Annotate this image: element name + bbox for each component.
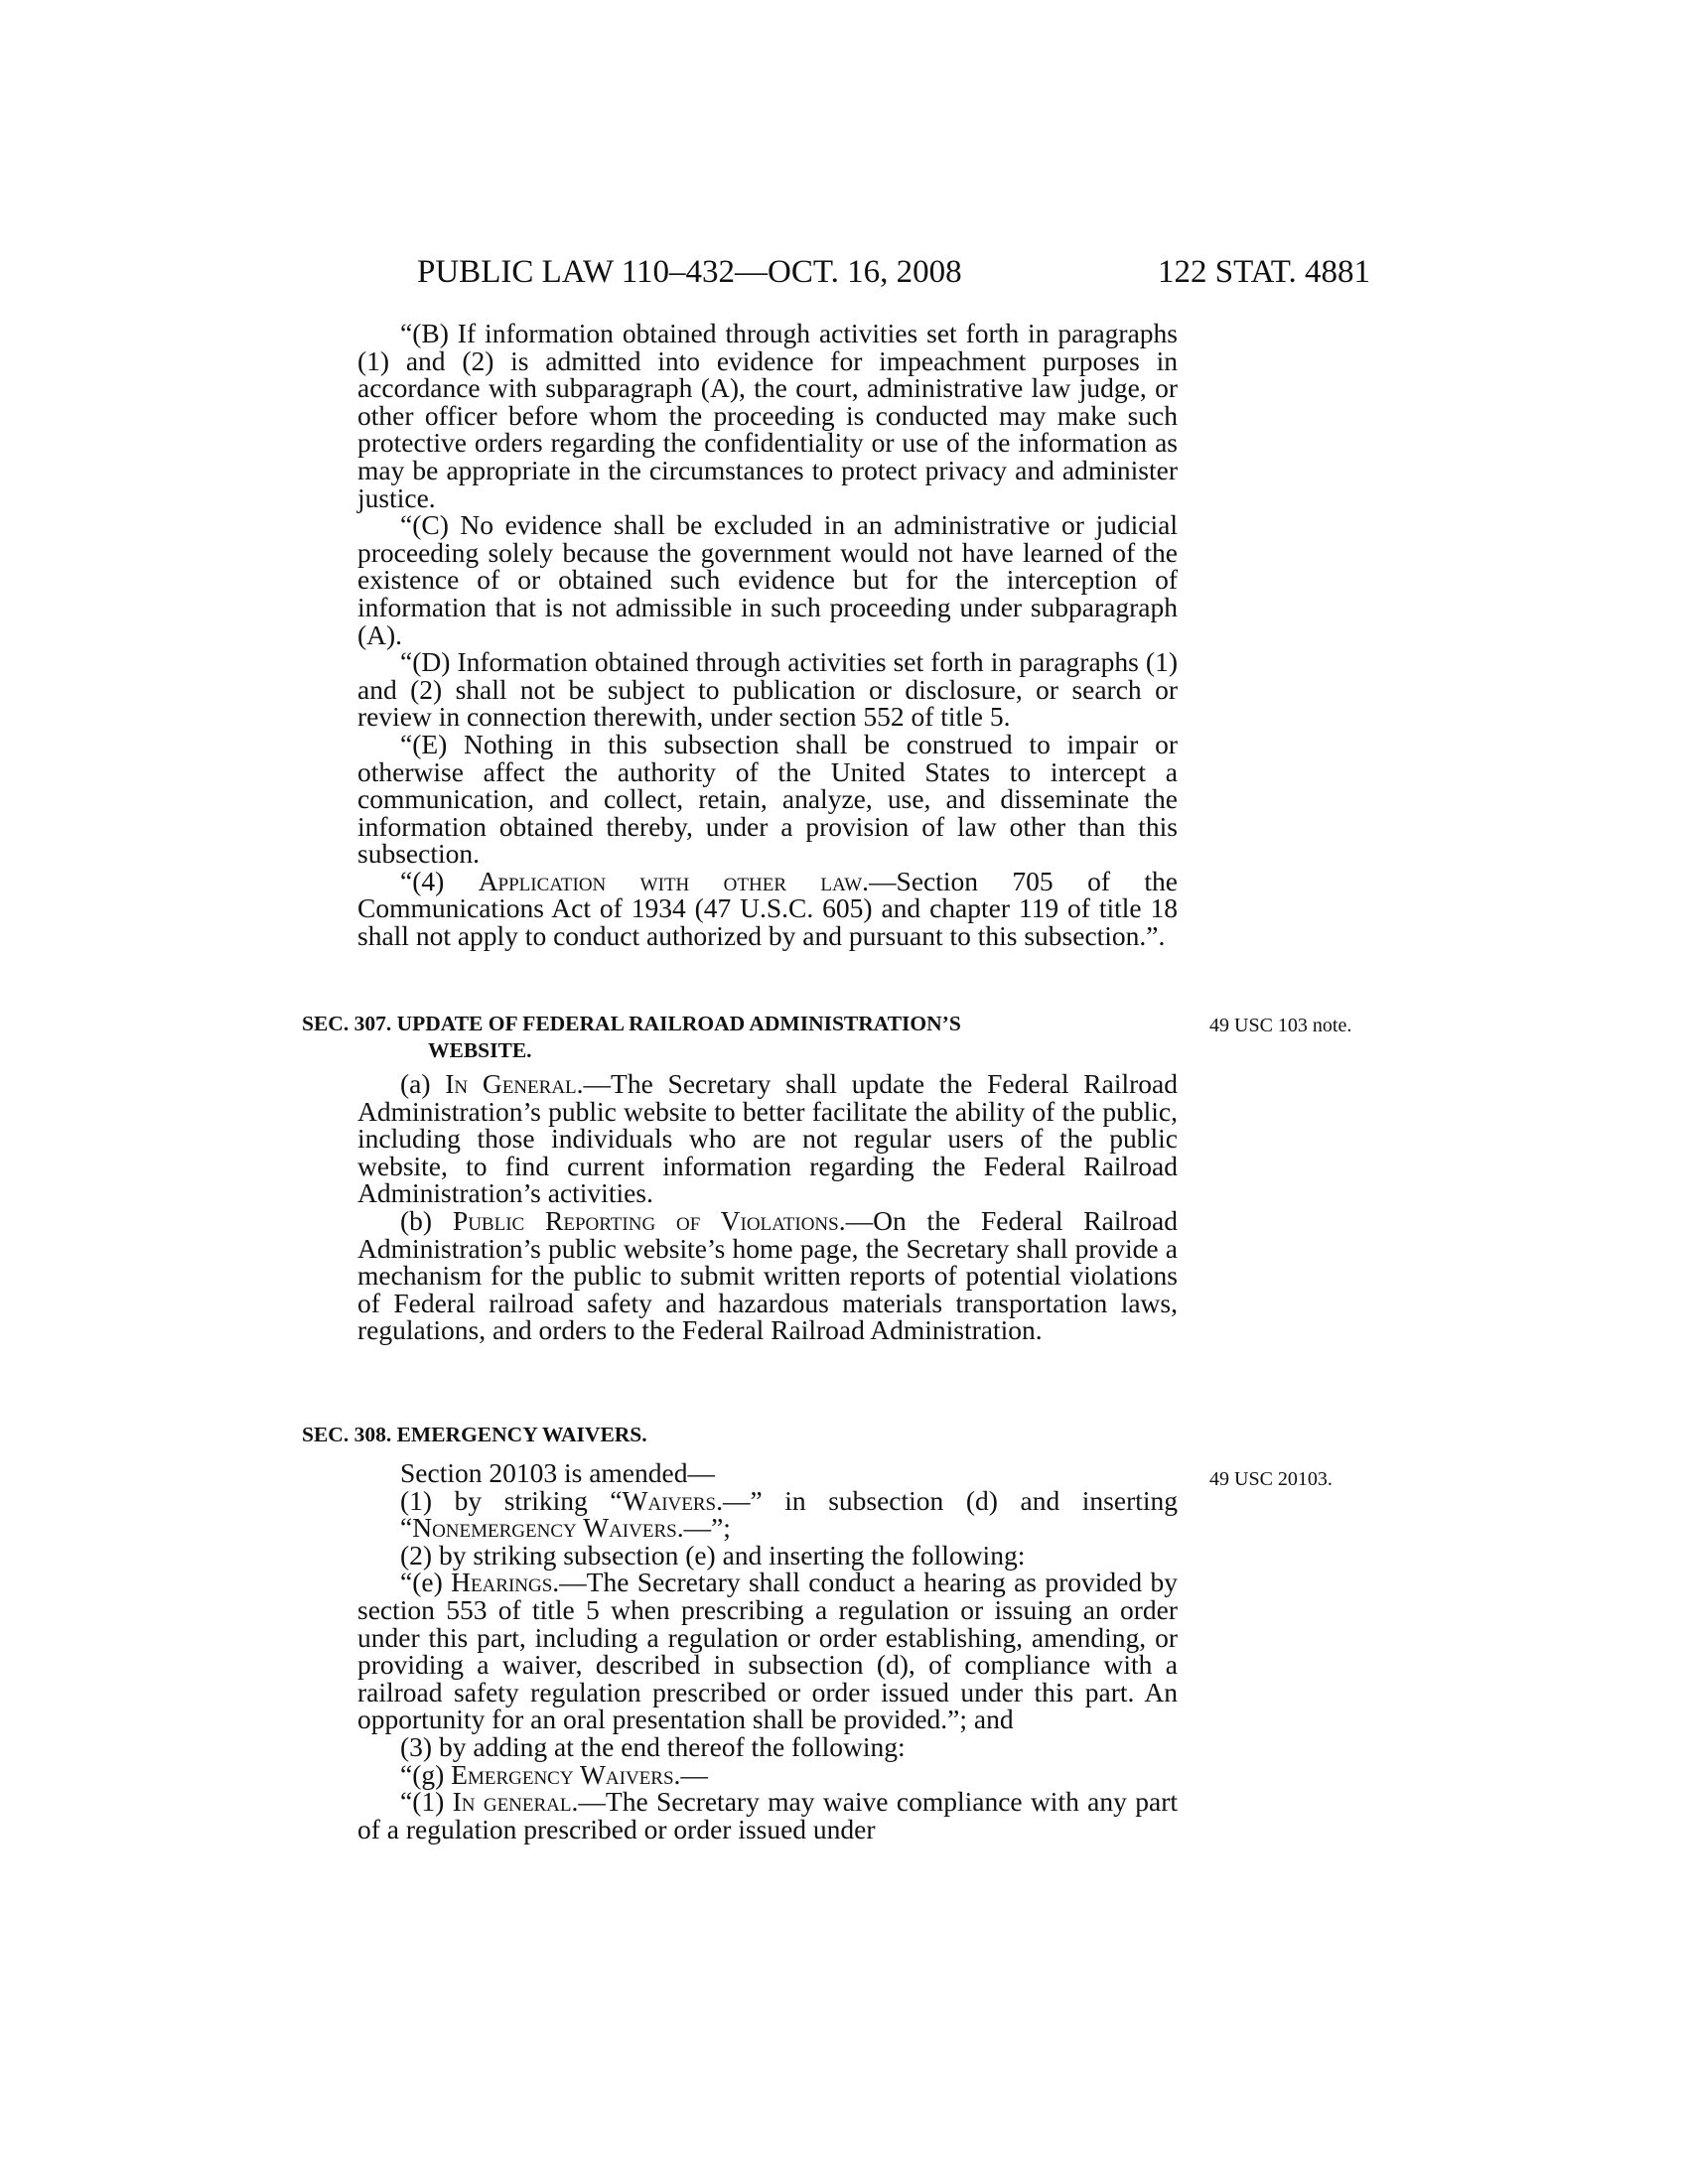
section-307-heading [302,1011,1178,1064]
paragraph-c: “(C) No evidence shall be excluded in an administrative or judicial proceeding solely because the government would not have learned of the existence of or obtained such evidence but for the interception of information that is not admissible in such proceeding under subparagraph (A). [357,509,1178,650]
paragraph-g1 [357,1788,1178,1843]
paragraph-4-lead: “(4) [400,865,479,896]
subsection-g-tail: .— [673,1758,708,1790]
item-1-c: .—”; [676,1512,731,1544]
section-307-label: SEC. 307. UPDATE OF FEDERAL RAILROAD ADMINISTRATION’S [302,1012,961,1035]
item-1-a: (1) by striking “ [400,1484,623,1516]
subsection-e-lead: “(e) [400,1567,452,1598]
subsection-e [357,1569,1178,1733]
item-2: (2) by striking subsection (e) and inserting the following: [400,1539,1026,1570]
running-head-title: PUBLIC LAW 110–432—OCT. 16, 2008 [417,254,962,290]
subsection-text-block [357,320,1178,950]
stat-page-number: 122 STAT. 4881 [1157,254,1370,290]
margin-note-307: 49 USC 103 note. [1209,1015,1352,1036]
paragraph-g1-lead: “(1) [400,1786,453,1818]
subsection-a-heading: In General [445,1068,577,1099]
paragraph-4-heading: Application with other law [478,865,863,896]
paragraph-b: “(B) If information obtained through activities set forth in paragraphs (1) and (2) is admitted into evidence for impeachment purposes in accordance with subparagraph (A), the court, administrative law judge, or other officer before whom the proceeding is conducted may make such protective orders regarding the confidentiality or use of the information as may be appropriate in the circumstances to protect privacy and administer justice. [357,318,1178,513]
paragraph-e: “(E) Nothing in this subsection shall be construed to impair or otherwise affect the authority of the United States to intercept a communication, and collect, retain, analyze, use, and disseminate the information obtained thereby, under a provision of law other than this subsection. [357,728,1178,870]
section-308-label: SEC. 308. EMERGENCY WAIVERS. [302,1423,647,1446]
subsection-a [357,1070,1178,1207]
section-308-heading [302,1422,1178,1448]
paragraph-g1-text: .—The Secretary may waive compliance with any part of a regulation prescribed or order issued under [357,1786,1178,1844]
item-1 [357,1484,1179,1544]
subsection-a-lead: (a) [400,1068,446,1099]
subsection-b-lead: (b) [400,1204,453,1236]
section-308-body [357,1459,1178,1843]
subsection-b-text: .—On the Federal Railroad Administration’s public website’s home page, the Secretary shall provide a mechanism for the public to submit written reports of potential violations of Federal railroad safety and hazardous materials transportation laws, regulations, and orders to the Federal Railroad Administration. [357,1204,1178,1346]
section-308-intro: Section 20103 is amended— [400,1457,715,1488]
subsection-g-heading: Emergency Waivers [451,1758,674,1790]
paragraph-4 [357,865,1178,952]
subsection-g [357,1758,1178,1790]
subsection-b-heading: Public Reporting of Violations [452,1204,839,1236]
paragraph-d: “(D) Information obtained through activities set forth in paragraphs (1) and (2) shall not be subject to publication or disclosure, or search or review in connection therewith, under section 552 of title 5. [357,646,1178,733]
page-header [417,250,1370,294]
section-307-label-cont: WEBSITE. [428,1038,532,1062]
subsection-e-heading: Hearings [451,1567,553,1598]
section-307-body [357,1070,1178,1344]
subsection-b [357,1204,1178,1346]
margin-note-308: 49 USC 20103. [1209,1468,1333,1490]
item-1-b: .—” in subsection (d) and inserting “ [400,1484,1179,1544]
subsection-g-lead: “(g) [400,1758,452,1790]
paragraph-4-text: .—Section 705 of the Communications Act of 1934 (47 U.S.C. 605) and chapter 119 of title 18 shall not apply to conduct authorized by and pursuant to this subsection.”. [357,865,1178,952]
subsection-e-text: .—The Secretary shall conduct a hearing as provided by section 553 of title 5 when prescribing a regulation or issuing an order under this part, including a regulation or order establishing, amending, or providing a waiver, described in subsection (d), of compliance with a railroad safety regulation prescribed or order issued under this part. An opportunity for an oral presentation shall be provided.”; and [357,1567,1178,1735]
item-1-waivers: Waivers [622,1484,717,1516]
subsection-a-text: .—The Secretary shall update the Federal Railroad Administration’s public website to better facilitate the ability of the public, including those individuals who are not regular users of the public website, to find current information regarding the Federal Railroad Administration’s activities. [357,1068,1178,1209]
paragraph-g1-heading: In general [452,1786,572,1818]
item-3: (3) by adding at the end thereof the following: [400,1730,906,1762]
item-1-nonemergency: Nonemergency Waivers [412,1512,677,1544]
